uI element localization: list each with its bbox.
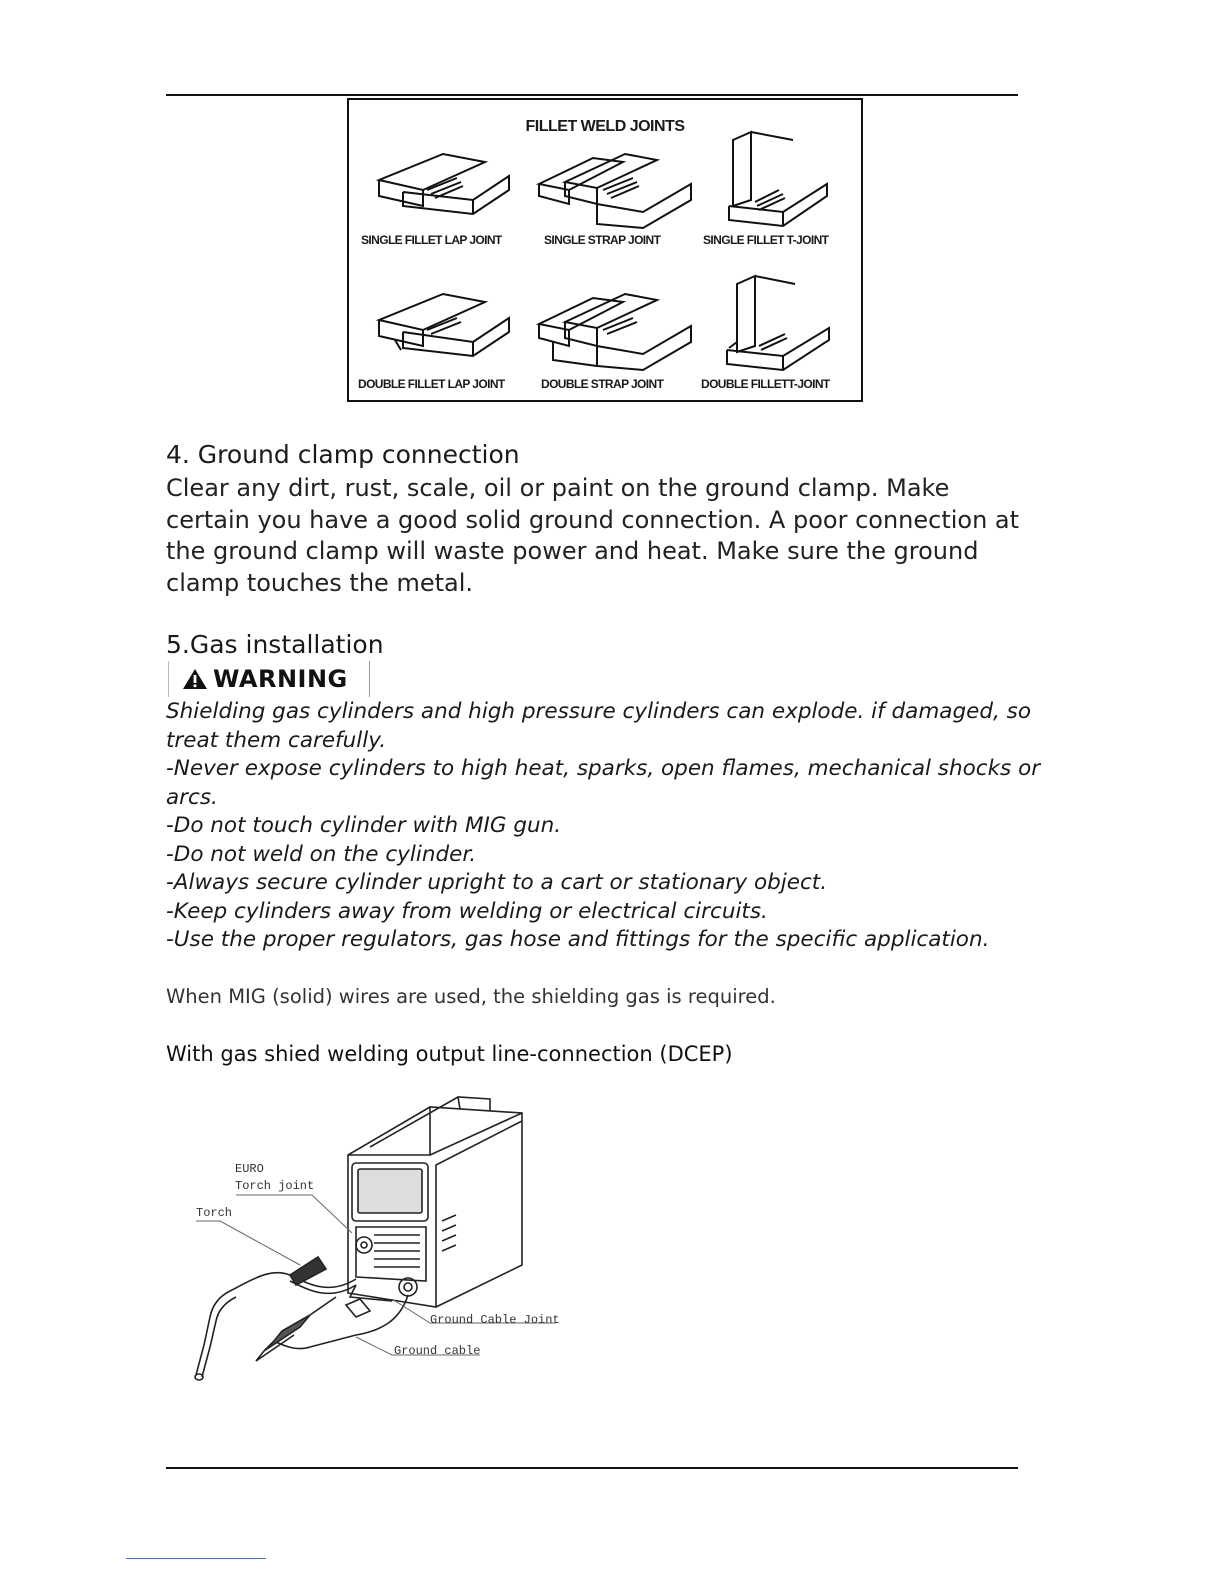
warning-badge <box>168 661 370 697</box>
callout-torch-joint: Torch joint <box>235 1179 315 1193</box>
warning-line: -Keep cylinders away from welding or electrical circuits. <box>166 898 768 924</box>
footer-link-underline <box>126 1558 266 1559</box>
callout-ground-cable-joint: Ground Cable Joint <box>430 1313 560 1327</box>
joint-label: SINGLE STRAP JOINT <box>544 233 661 247</box>
warning-line: -Use the proper regulators, gas hose and fittings for the specific application. <box>166 927 990 952</box>
warning-line: -Do not touch cylinder with MIG gun. <box>166 813 562 838</box>
joint-label: DOUBLE FILLETT-JOINT <box>701 377 830 391</box>
section-4-title: 4. Ground clamp connection <box>166 440 520 469</box>
single-strap-joint-drawing <box>533 132 693 232</box>
dcep-subtitle: With gas shied welding output line-connection (DCEP) <box>166 1042 733 1066</box>
double-fillet-lap-joint-drawing <box>373 276 513 376</box>
fillet-weld-figure <box>347 98 863 402</box>
warning-text <box>166 698 1046 955</box>
callout-torch: Torch <box>196 1206 233 1220</box>
section-4-body: Clear any dirt, rust, scale, oil or paint on the ground clamp. Make certain you have a good solid ground connection. A poor connection at the ground clamp will waste power and heat. Make sure the ground clamp touches the metal. <box>166 474 1020 597</box>
double-strap-joint-drawing <box>533 276 693 376</box>
warning-line: -Always secure cylinder upright to a cart or stationary object. <box>166 870 828 895</box>
joint-label: DOUBLE STRAP JOINT <box>541 377 664 391</box>
warning-line: -Do not weld on the cylinder. <box>166 841 477 867</box>
single-fillet-t-joint-drawing <box>723 130 843 230</box>
welder-connection-diagram <box>160 1085 580 1395</box>
header-rule <box>166 94 1018 96</box>
callout-euro: EURO <box>235 1162 264 1176</box>
joint-label: SINGLE FILLET LAP JOINT <box>361 233 502 247</box>
single-fillet-lap-joint-drawing <box>373 132 513 232</box>
warning-triangle-icon <box>181 667 209 691</box>
warning-line: Shielding gas cylinders and high pressure cylinders can explode. if damaged, so treat them carefully. <box>166 699 1031 753</box>
warning-label: WARNING <box>213 665 348 693</box>
figure-title: FILLET WELD JOINTS <box>525 118 685 135</box>
welding-machine-drawing <box>160 1085 580 1395</box>
callout-ground-cable: Ground cable <box>394 1344 481 1358</box>
warning-line: -Never expose cylinders to high heat, sparks, open flames, mechanical shocks or arcs. <box>166 756 1041 810</box>
joint-label: SINGLE FILLET T-JOINT <box>703 233 829 247</box>
shielding-gas-note: When MIG (solid) wires are used, the shielding gas is required. <box>166 985 776 1008</box>
joint-label: DOUBLE FILLET LAP JOINT <box>358 377 505 391</box>
double-fillet-t-joint-drawing <box>723 266 843 376</box>
footer-rule <box>166 1467 1018 1469</box>
section-5-title: 5.Gas installation <box>166 630 384 659</box>
